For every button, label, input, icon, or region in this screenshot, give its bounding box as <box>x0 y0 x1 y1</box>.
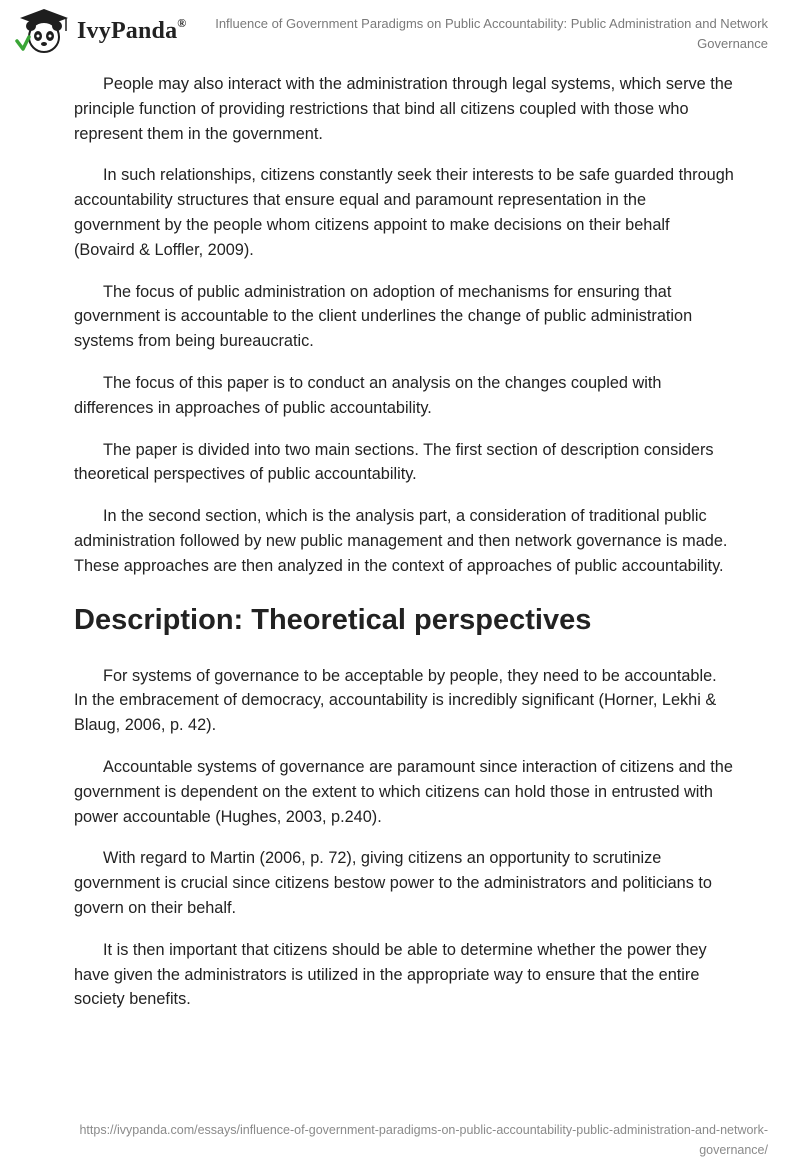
registered-mark: ® <box>177 15 187 30</box>
paragraph: It is then important that citizens should be able to determine whether the power they have given the administrators is utilized in the appropriate way to ensure that the entire society benefits. <box>74 940 707 1009</box>
paragraph: The focus of this paper is to conduct an analysis on the changes coupled with differences in approaches of public accountability. <box>74 373 662 417</box>
paragraph: In the second section, which is the analysis part, a consideration of traditional public administration followed by new public management and then network governance is made. These approaches are then analyzed in the context of approaches of public accountability. <box>74 507 728 575</box>
document-title: Influence of Government Paradigms on Public Accountability: Public Administration and Network Governance <box>215 16 768 51</box>
section-heading: Description: Theoretical perspectives <box>74 603 592 636</box>
paragraph: In such relationships, citizens constantly seek their interests to be safe guarded through accountability structures that ensure equal and paramount representation in the government by the people whom citizens appoint to make decisions on their behalf (Bovaird & Loffler, 2009). <box>74 166 734 259</box>
paragraph: The focus of public administration on adoption of mechanisms for ensuring that government is accountable to the client underlines the change of public administration systems from being bureaucratic. <box>74 282 693 351</box>
source-url[interactable]: https://ivypanda.com/essays/influence-of-government-paradigms-on-public-accountability-public-administration-and-network-governance/ <box>79 1123 768 1157</box>
paragraph: The paper is divided into two main sections. The first section of description considers theoretical perspectives of public accountability. <box>74 440 714 484</box>
page-header <box>0 0 800 62</box>
paragraph: People may also interact with the administration through legal systems, which serve the principle function of providing restrictions that bind all citizens coupled with those who represent them in the government. <box>74 75 733 143</box>
ivypanda-logo[interactable] <box>14 7 186 55</box>
paragraph: For systems of governance to be acceptable by people, they need to be accountable. In the embracement of democracy, accountability is incredibly significant (Horner, Lekhi & Blaug, 2006, p. 42). <box>74 666 717 735</box>
paragraph: With regard to Martin (2006, p. 72), giving citizens an opportunity to scrutinize government is crucial since citizens bestow power to the administrators and politicians to govern on their behalf. <box>74 849 712 917</box>
panda-icon <box>14 7 74 55</box>
logo-wordmark: IvyPanda® <box>77 15 187 44</box>
essay-content <box>74 72 734 1029</box>
paragraph: Accountable systems of governance are paramount since interaction of citizens and the government is dependent on the extent to which citizens can hold those in entrusted with power accountable (Hughes, 2003, p.240). <box>74 757 733 826</box>
